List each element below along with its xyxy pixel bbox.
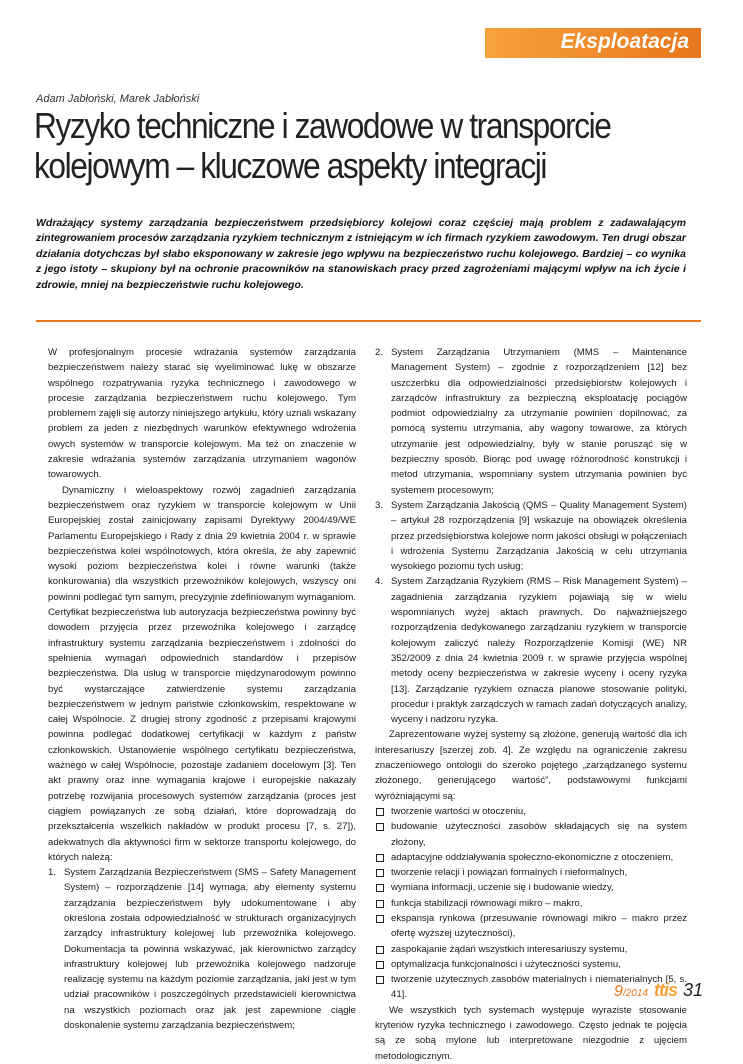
bullet-text: adaptacyjne oddziaływania społeczno-ekonomiczne z otoczeniem,	[391, 851, 674, 863]
checkbox-bullet-icon	[376, 900, 384, 908]
bullet-item	[375, 804, 687, 819]
list-number: 2.	[375, 347, 384, 358]
bullet-item	[375, 957, 687, 972]
bullet-text: zaspokajanie żądań wszystkich interesariuszy systemu,	[391, 943, 628, 955]
bullet-item	[375, 911, 687, 942]
issue-number: 9/2014	[614, 983, 648, 1000]
checkbox-bullet-icon	[376, 946, 384, 954]
checkbox-bullet-icon	[376, 884, 384, 892]
page-footer	[614, 980, 703, 1001]
list-item-text: System Zarządzania Jakością (QMS – Quality Management System) – artykuł 28 rozporządzenia [9] wskazuje na obowiązek określenia przez przedsiębiorstwa kolejowe norm jakości obsługi w połączeniach i wdrożenia Systemu Zarządzania Jakością w celu utrzymania wysokiego poziomu tych usług;	[391, 499, 687, 573]
bullet-text: ekspansja rynkowa (przesuwanie równowagi mikro – makro przez ofertę wyższej użyteczności),	[391, 912, 687, 940]
paragraph: Dynamiczny i wieloaspektowy rozwój zagadnień zarządzania bezpieczeństwem oraz ryzykiem w transporcie kolejowym w Unii Europejskiej został zainicjowany zapisami Dyrektywy 2004/49/WE Parlamentu Europejskiego i Rady z dnia 29 kwietnia 2004 r. w sprawie bezpieczeństwa kolei wspólnotowych, która określa, że aby zapewnić wysoki poziom bezpieczeństwa kolei i równe warunki (także konkurowania) dla wszystkich przewoźników kolejowych, wszyscy oni powinni podlegać tym samym, precyzyjnie zdefiniowanym wymaganiom. Certyfikat bezpieczeństwa lub autoryzacja bezpieczeństwa powinny być dowodem przyjęcia przez przewoźnika kolejowego i zarządcę infrastruktury systemu zarządzania bezpieczeństwem i zdolności do spełnienia wymagań odpowiednich standardów i przepisów bezpieczeństwa. Dla usług w transporcie międzynarodowym powinno być wystarczające zatwierdzenie systemu zarządzania bezpieczeństwem w jednym państwie członkowskim, respektowane w całej Wspólnocie. Z drugiej strony zgodność z przepisami krajowymi powinna podlegać dodatkowej certyfikacji w każdym z państw członkowskich. Ustanowienie wspólnego certyfikatu bezpieczeństwa, ważnego w całej Wspólnocie, pozostaje zadaniem docelowym [3]. Ten akt prawny oraz inne wymagania krajowe i europejskie nakazały potrzebę rozwijania procesowych systemów zarządzania (proces jest ciągiem powiązanych ze sobą działań, które doprowadzają do przekształcenia wszelkich nakładów w produkt procesu [7, s. 27]), adekwatnych dla aktywności firm w sektorze transportu kolejowego, do których należą:	[48, 484, 356, 863]
checkbox-bullet-icon	[376, 823, 384, 831]
article-authors: Adam Jabłoński, Marek Jabłoński	[36, 93, 200, 105]
column-left	[48, 345, 356, 1033]
paragraph: W profesjonalnym procesie wdrażania systemów zarządzania bezpieczeństwem należy starać się wyeliminować lukę w obszarze wspólnego rozpatrywania ryzyka technicznego i zawodowego w procesie zarządzania bezpieczeństwem ruchu kolejowego. Tym problemem zajęli się autorzy niniejszego artykułu, który uznali wskazany problem za jeden z niezbędnych warunków efektywnego wdrożenia owych systemów w transporcie kolejowym. Ma też on znaczenie w zakresie wdrażania systemów zarządzania utrzymaniem wagonów towarowych.	[48, 347, 356, 481]
column-right	[375, 345, 687, 1064]
bullet-item	[375, 896, 687, 911]
list-item	[375, 345, 687, 498]
bullet-item	[375, 850, 687, 865]
list-item-text: System Zarządzania Bezpieczeństwem (SMS – Safety Management System) – rozporządzenie [14] wymaga, aby elementy systemu zarządzania bezpieczeństwem były udokumentowane i aby określona została odpowiedzialność w strukturach organizacyjnych zarządcy infrastruktury kolejowej lub przewoźnika kolejowego. Dokumentacja ta powinna wskazywać, jak kierownictwo zarządcy infrastruktury kolejowej lub przewoźnika kolejowego nadzoruje realizację systemu na każdym poziomie zarządzania, jaki jest w tym udział pracowników i poszczególnych przedstawicieli kierownictwa na wszystkich poziomach oraz jak jest zapewnione ciągłe doskonalenie systemu zarządzania bezpieczeństwem;	[64, 867, 356, 1032]
bullet-text: tworzenie użytecznych zasobów materialnych i niematerialnych [5, s. 41].	[391, 974, 687, 1001]
list-item	[375, 498, 687, 574]
checkbox-bullet-icon	[376, 976, 384, 984]
list-item-text: System Zarządzania Utrzymaniem (MMS – Maintenance Management System) – zgodnie z rozporządzeniem [12] bez uszczerbku dla odpowiedzialności przedsiębiorstw kolejowych i zarządców infrastruktury za bezpieczną eksploatację pociągów podmiot odpowiedzialny za utrzymanie powinien dopilnować, za pomocą systemu utrzymania, aby wagony towarowe, za których utrzymanie jest odpowiedzialny, były w stanie porusząć się w bezpieczny sposób. Biorąc pod uwagę różnorodność konstrukcji i metod utrzymania, wspomniany system utrzymania powinien być systemem procesowym;	[391, 347, 687, 496]
section-label: Eksploatacja	[560, 30, 689, 53]
bullet-item	[375, 865, 687, 880]
bullet-item	[375, 819, 687, 850]
list-item	[48, 865, 356, 1033]
checkbox-bullet-icon	[376, 808, 384, 816]
bullet-text: optymalizacja funkcjonalności i użyteczności systemu,	[391, 958, 621, 970]
checkbox-bullet-icon	[376, 854, 384, 862]
article-title: Ryzyko techniczne i zawodowe w transporcie kolejowym – kluczowe aspekty integracji	[34, 105, 611, 186]
bullet-text: budowanie użyteczności zasobów składających się na system złożony,	[391, 821, 687, 848]
bullet-item	[375, 880, 687, 895]
checkbox-bullet-icon	[376, 869, 384, 877]
paragraph: Zaprezentowane wyżej systemy są złożone, generują wartość dla ich interesariuszy [szerzej zob. 4]. Ze względu na ograniczenie zakresu znaczeniowego ontologii do szeroko pojętego „zarządzanego systemu złożonego, generującego wartość”, podstawowymi funkcjami wyróżniającymi są:	[375, 729, 687, 802]
checkbox-bullet-icon	[376, 961, 384, 969]
list-number: 3.	[375, 499, 384, 511]
bullet-text: tworzenie relacji i powiązań formalnych i nieformalnych,	[391, 867, 628, 879]
magazine-logo: ttis	[653, 980, 677, 1000]
page-number: 31	[682, 980, 703, 1000]
list-item-text: System Zarządzania Ryzykiem (RMS – Risk Management System) – zagadnienia zarządzania ryzykiem pojawiają się w wielu wspomnianych wyżej aktach prawnych. Do najważniejszego rozporządzenia dedykowanego zarządzaniu ryzykiem w transporcie kolejowym zaliczyć należy Rozporządzenie Komisji (WE) NR 352/2009 z dnia 24 kwietnia 2009 r. w sprawie przyjęcia wspólnej metody oceny bezpieczeństwa w zakresie wyceny i oceny ryzyka [13]. Zarządzanie ryzykiem oznacza planowe stosowanie polityki, procedur i praktyk zarządczych w ramach zadań dotyczących analizy, wyceny i nadzoru ryzyka.	[391, 576, 687, 726]
paragraph: We wszystkich tych systemach występuje wyraziste stosowanie kryteriów ryzyka technicznego i zawodowego. Często jednak te pojęcia są ze sobą mylone lub interpretowane niezgodnie z ujęciem metodologicznym.	[375, 1004, 687, 1062]
article-lead: Wdrażający systemy zarządzania bezpieczeństwem przedsiębiorcy kolejowi coraz częściej mają problem z zadawalającym zintegrowaniem procesów zarządzania ryzykiem technicznym z istniejącym w ich firmach ryzykiem zawodowym. Ten drugi obszar działania dotychczas był słabo eksponowany w zakresie jego wpływu na bezpieczeństwo ruchu kolejowego. Bardziej – co wynika z jego istoty – skupiony był na ochronie pracowników na stanowiskach pracy przed zagrożeniami mającymi wpływ na ich życie i zdrowie, mniej na bezpieczeństwie ruchu kolejowego.	[36, 217, 686, 291]
bullet-text: wymiana informacji, uczenie się i budowanie wiedzy,	[391, 882, 614, 894]
bullet-text: funkcja stabilizacji równowagi mikro – makro,	[391, 897, 583, 909]
checkbox-bullet-icon	[376, 915, 384, 923]
numbered-list	[375, 345, 687, 727]
list-item	[375, 574, 687, 727]
list-number: 4.	[375, 576, 384, 588]
bullet-list	[375, 804, 687, 1003]
bullet-text: tworzenie wartości w otoczeniu,	[391, 805, 526, 817]
divider-rule	[36, 320, 701, 322]
list-number: 1.	[48, 867, 57, 879]
numbered-list	[48, 865, 356, 1033]
bullet-item	[375, 942, 687, 957]
section-banner	[485, 28, 701, 58]
